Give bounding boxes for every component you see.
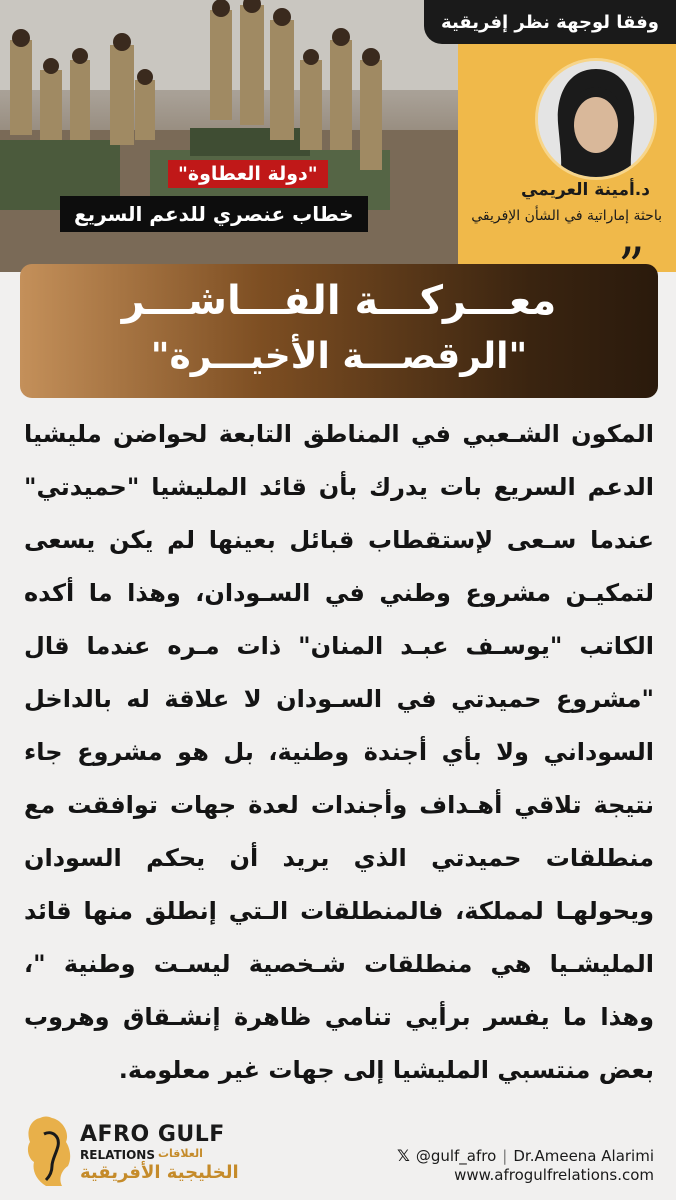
brand-sub-ar: العلاقات [158,1147,203,1160]
author-name: د.أمينة العريمي [520,180,650,200]
brand-name-ar: الخليجية الأفريقية [80,1162,239,1183]
header-area [0,0,676,272]
separator: | [502,1146,508,1165]
author-name-en: Dr.Ameena Alarimi [513,1146,654,1165]
top-banner: وفقا لوجهة نظر إفريقية [424,0,676,44]
social-handle[interactable]: @gulf_afro [415,1146,497,1165]
soldiers-photo [0,0,458,272]
article-body: المكون الشـعبي في المناطق التابعة لحواضن مليشيا الدعم السريع بات يدرك بأن قائد المليشيا "حميدتي" عندما سـعى لإستقطاب قبائل بعينها لم يكن يسعى لتمكيـن مشروع وطني في السـودان، وهذا ما أكده الكاتب "يوسـف عبـد المنان" ذات مـره عندما قال "مشروع حميدتي في السـودان لا علاقة له بالداخل السوداني ولا بأي أجندة وطنية، بل هو مشروع جاء نتيجة تلاقي أهـداف وأجندات لعدة جهات توافقت مع منطلقات حميدتي الذي يريد أن يحكم السودان ويحولهـا لمملكة، فالمنطلقات الـتي إنطلق منها قائد المليشـيا هي منطلقات شـخصية ليسـت وطنية "، وهذا ما يفسر برأيي تنامي ظاهرة إنشـقاق وهروب بعض منتسبي المليشيا إلى جهات غير معلومة. [24,420,654,1084]
africa-woman-logo-icon [22,1114,76,1188]
photo-caption-red: "دولة العطاوة" [168,160,328,188]
social-line [397,1146,654,1165]
footer [0,1104,676,1200]
title-line-1: معـــركـــة الفـــاشـــر [121,278,557,324]
brand-name-en: AFRO GULF [80,1122,225,1147]
brand-sub-en: RELATIONS [80,1148,155,1162]
x-logo-icon: 𝕏 [396,1146,410,1165]
title-line-2: "الرقصـــة الأخيـــرة" [150,336,528,377]
photo-caption-black: خطاب عنصري للدعم السريع [60,196,368,232]
website-link[interactable]: www.afrogulfrelations.com [454,1166,654,1184]
title-box [20,264,658,398]
author-role: باحثة إماراتية في الشأن الإفريقي [471,208,662,224]
author-portrait [535,58,657,180]
